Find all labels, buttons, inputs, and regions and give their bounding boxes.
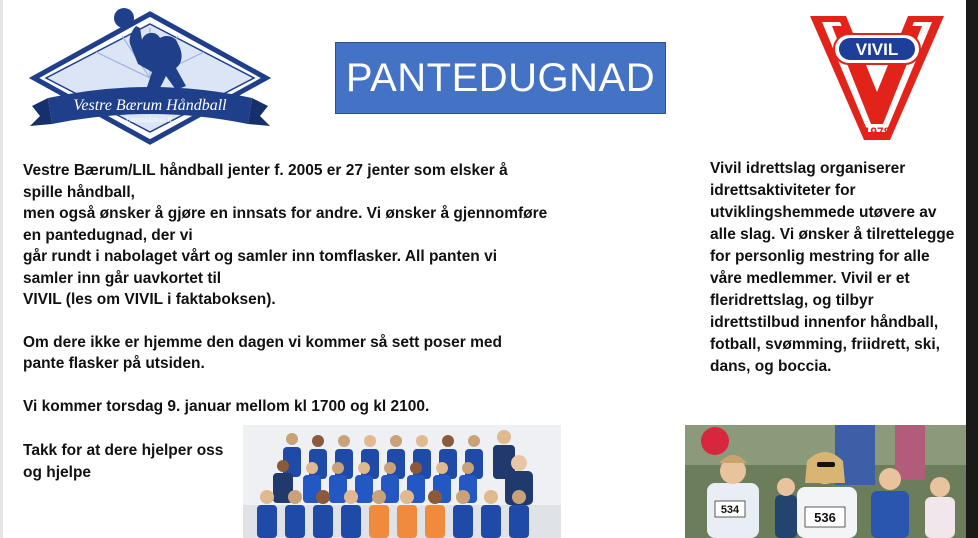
fact-line: fleridrettslag, og tilbyr — [710, 292, 874, 309]
para1-line: VIVIL (les om VIVIL i faktaboksen). — [23, 291, 276, 308]
thanks-line: Takk for at dere hjelper oss — [23, 442, 224, 459]
page-left-edge — [0, 0, 3, 538]
fact-line: fotball, svømming, friidrett, ski, — [710, 336, 940, 353]
para2-line: Om dere ikke er hjemme den dagen vi kommer så sett poser med — [23, 333, 502, 351]
team-photo — [243, 425, 561, 538]
para1-line: spille håndball, — [23, 183, 135, 201]
logo-left-name: Vestre Bærum Håndball — [73, 97, 227, 114]
bib-536: 536 — [814, 510, 836, 525]
para1-line: en pantedugnad, der vi — [23, 226, 193, 244]
logo-right-name: VIVIL — [855, 40, 899, 59]
logo-right-year: 1978 — [863, 125, 891, 139]
page-right-edge — [966, 0, 978, 538]
fact-line: alle slag. Vi ønsker å tilrettelegge — [710, 226, 955, 243]
fact-line: utviklingshemmede utøvere av — [710, 204, 937, 221]
fact-line: idrettsaktiviteter for — [710, 182, 856, 199]
fact-line: idrettstilbud innenfor håndball, — [710, 314, 939, 331]
athletes-photo — [685, 425, 966, 538]
para1-line: samler inn går uavkortet til — [23, 269, 222, 287]
para1-line: går rundt i nabolaget vårt og samler inn tomflasker. All panten vi — [23, 248, 497, 265]
fact-box-text — [710, 158, 962, 378]
fact-line: for personlig mestring for alle — [710, 248, 930, 265]
fact-line: Vivil idrettslag organiserer — [710, 160, 906, 177]
para2-line: pante flasker på utsiden. — [23, 355, 205, 372]
thanks-text — [23, 440, 238, 483]
title-banner — [335, 42, 666, 114]
main-text-block — [23, 160, 563, 417]
para1-line: Vestre Bærum/LIL håndball jenter f. 2005 er 27 jenter som elsker å — [23, 162, 508, 179]
para3-line: Vi kommer torsdag 9. januar mellom kl 1700 og kl 2100. — [23, 397, 430, 415]
page-title: PANTEDUGNAD — [345, 55, 656, 100]
vivil-logo — [806, 12, 948, 144]
logo-left-sub: Lommedalens IL — [125, 116, 175, 124]
para1-line: men også ønsker å gjøre en innsats for andre. Vi ønsker å gjennomføre — [23, 205, 548, 222]
thanks-line: og hjelpe — [23, 463, 92, 481]
vestre-baerum-handball-logo — [26, 6, 274, 156]
fact-line: våre medlemmer. Vivil er et — [710, 270, 910, 287]
bib-534: 534 — [720, 504, 740, 516]
fact-line: dans, og boccia. — [710, 358, 832, 375]
